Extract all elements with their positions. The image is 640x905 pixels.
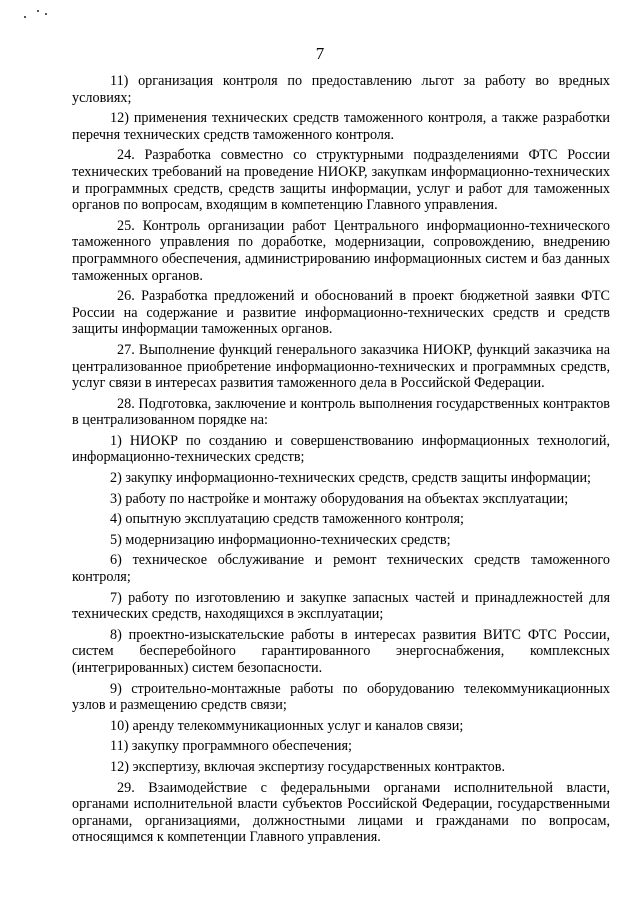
list-item-28-5: 5) модернизацию информационно-технических средств;: [110, 531, 451, 548]
paragraph-27: 27. Выполнение функций генерального заказчика НИОКР, функций заказчика на централизованное приобретение информационно-технических и программных средств, услуг связи в интересах развития таможенного дела в Российской Федерации.: [72, 341, 610, 392]
scan-speck: [24, 16, 26, 18]
list-item-28-4: 4) опытную эксплуатацию средств таможенного контроля;: [110, 511, 464, 528]
scan-speck: [37, 10, 39, 12]
list-item-28-8: 8) проектно-изыскательские работы в интересах развития ВИТС ФТС России, систем бесперебойного гарантированного энергоснабжения, комплексных (интегрированных) систем безопасности.: [72, 626, 610, 676]
paragraph-29: 29. Взаимодействие с федеральными органами исполнительной власти, органами исполнительной власти субъектов Российской Федерации, государственными органами, организациями, должностными лицами и гражданами по вопросам, относящимся к компетенции Главного управления.: [72, 779, 610, 846]
paragraph-25: 25. Контроль организации работ Центрального информационно-технического таможенного управления по доработке, модернизации, сопровождению, внедрению программного обеспечения, администрированию информационных систем и баз данных таможенных органов.: [72, 217, 610, 284]
scan-speck: [45, 13, 47, 15]
paragraph-11: 11) организация контроля по предоставлению льгот за работу во вредных условиях;: [72, 73, 610, 106]
document-body: [72, 73, 610, 850]
list-item-28-2: 2) закупку информационно-технических средств, средств защиты информации;: [110, 470, 592, 487]
page-number: 7: [315, 44, 325, 63]
list-item-28-7: 7) работу по изготовлению и закупке запасных частей и принадлежностей для технических средств, находящихся в эксплуатации;: [72, 589, 610, 623]
list-item-28-12: 12) экспертизу, включая экспертизу государственных контрактов.: [110, 758, 506, 775]
list-item-28-1: 1) НИОКР по созданию и совершенствованию информационных технологий, информационно-технических средств;: [72, 432, 610, 466]
paragraph-26: 26. Разработка предложений и обоснований в проект бюджетной заявки ФТС России на содержание и развитие информационно-технических средств и средств защиты информации таможенных органов.: [72, 288, 610, 338]
list-item-28-11: 11) закупку программного обеспечения;: [110, 738, 352, 755]
paragraph-24: 24. Разработка совместно со структурными подразделениями ФТС России технических требований на проведение НИОКР, закупкам информационно-технических и программных средств, средств защиты информации, услуг и работ для таможенных органов по вопросам, входящим в компетенцию Главного управления.: [72, 147, 610, 214]
paragraph-28: 28. Подготовка, заключение и контроль выполнения государственных контрактов в централизованном порядке на:: [72, 395, 610, 429]
list-item-28-9: 9) строительно-монтажные работы по оборудованию телекоммуникационных узлов и размещению средств связи;: [72, 680, 610, 714]
list-item-28-6: 6) техническое обслуживание и ремонт технических средств таможенного контроля;: [72, 552, 610, 586]
paragraph-12: 12) применения технических средств таможенного контроля, а также разработки перечня технических средств таможенного контроля.: [72, 110, 610, 143]
list-item-28-10: 10) аренду телекоммуникационных услуг и каналов связи;: [110, 717, 464, 734]
list-item-28-3: 3) работу по настройке и монтажу оборудования на объектах эксплуатации;: [110, 490, 569, 507]
